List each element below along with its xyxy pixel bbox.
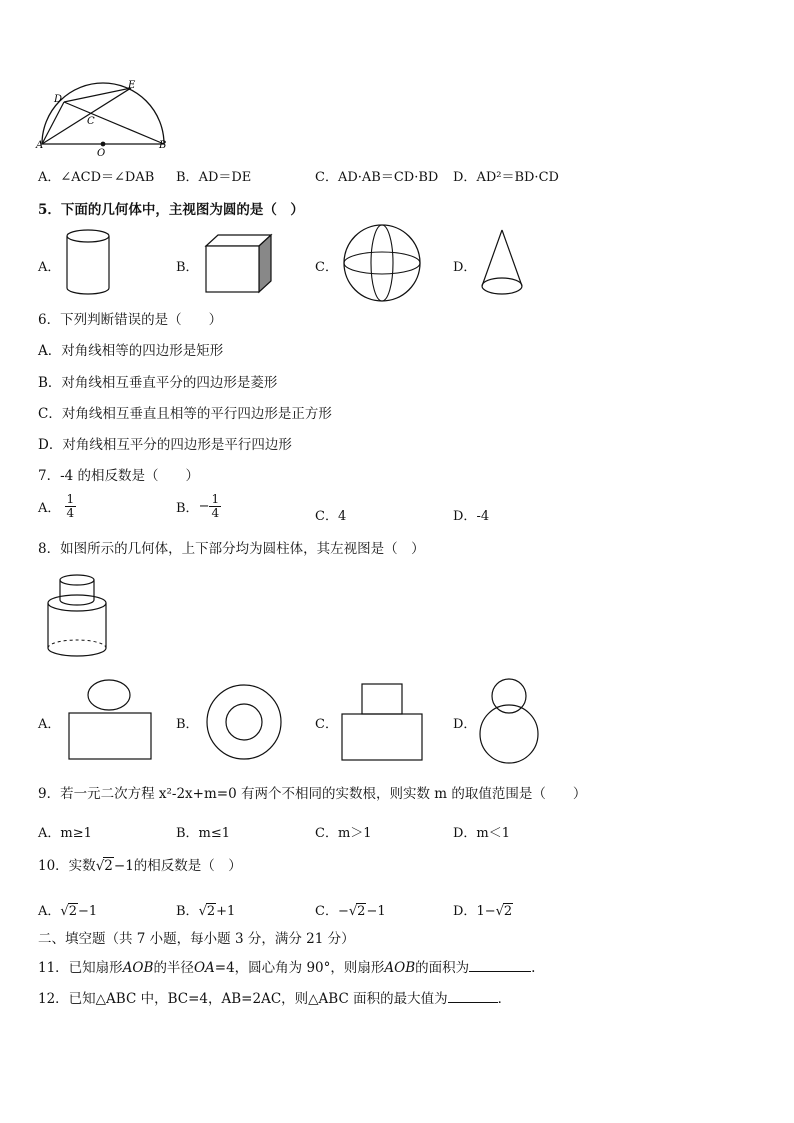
option-letter: B． bbox=[176, 904, 199, 919]
view-b-icon[interactable] bbox=[204, 682, 284, 762]
radicand: 2 bbox=[503, 904, 513, 919]
q4-option-b[interactable] bbox=[176, 166, 251, 185]
label-e: E bbox=[128, 80, 136, 91]
fraction bbox=[65, 493, 77, 520]
var-aob: AOB bbox=[122, 960, 154, 976]
stem-text: 的半径 bbox=[153, 960, 194, 976]
sphere-icon[interactable] bbox=[340, 224, 424, 304]
sqrt-sign: √ bbox=[495, 904, 504, 919]
label-c: C bbox=[87, 116, 95, 127]
stem-text: 的相反数是（ ） bbox=[133, 858, 242, 874]
view-c-icon[interactable] bbox=[340, 682, 424, 762]
q8-stem: 8．如图所示的几何体，上下部分均为圆柱体，其左视图是（ ） bbox=[38, 541, 425, 557]
q12-stem bbox=[38, 989, 511, 1007]
var-aob: AOB bbox=[384, 960, 416, 976]
label-b: B bbox=[159, 140, 167, 151]
option-text: 4 bbox=[337, 509, 347, 524]
q4-option-d[interactable] bbox=[453, 166, 559, 185]
denominator: 4 bbox=[211, 506, 220, 520]
q10-option-d[interactable] bbox=[453, 900, 513, 919]
option-letter: C． bbox=[315, 509, 338, 524]
q8-letter-c[interactable]: C． bbox=[315, 717, 338, 732]
label-o: O bbox=[97, 148, 106, 159]
stem-end: . bbox=[531, 960, 536, 976]
option-pre: 1− bbox=[476, 904, 496, 919]
semicircle-figure bbox=[36, 76, 198, 159]
numerator: 1 bbox=[66, 492, 75, 506]
q5-stem: 5．下面的几何体中，主视图为圆的是（ ） bbox=[38, 202, 304, 218]
q9-option-a[interactable]: A．m≥1 bbox=[38, 826, 92, 841]
sqrt-sign: √ bbox=[60, 904, 69, 919]
section-title: 二、填空题（共 7 小题，每小题 3 分，满分 21 分） bbox=[38, 931, 355, 947]
q4-option-a[interactable] bbox=[38, 166, 154, 185]
q6-option-b[interactable]: B．对角线相互垂直平分的四边形是菱形 bbox=[38, 375, 278, 391]
cylinder-icon[interactable] bbox=[64, 228, 114, 298]
option-letter: B． bbox=[176, 501, 199, 516]
q7-option-b[interactable] bbox=[176, 493, 221, 520]
q11-stem bbox=[38, 958, 535, 976]
sqrt-sign: √ bbox=[95, 858, 105, 874]
option-text: ∠ACD＝∠DAB bbox=[60, 170, 155, 185]
q10-option-c[interactable] bbox=[315, 900, 386, 919]
q6-option-a[interactable]: A．对角线相等的四边形是矩形 bbox=[38, 343, 224, 359]
q7-option-c[interactable] bbox=[315, 505, 346, 524]
view-a-icon[interactable] bbox=[66, 678, 156, 762]
fraction bbox=[209, 493, 221, 520]
answer-blank[interactable] bbox=[469, 958, 531, 972]
numerator: 1 bbox=[211, 492, 220, 506]
q4-option-c[interactable] bbox=[315, 166, 438, 185]
q8-letter-b[interactable]: B． bbox=[176, 717, 199, 732]
radicand: 2 bbox=[357, 904, 366, 919]
minus-sign: − bbox=[198, 499, 210, 514]
stem-text: 12．已知△ABC 中，BC=4，AB=2AC，则△ABC 面积的最大值为 bbox=[38, 991, 448, 1007]
stem-text: 的面积为 bbox=[415, 960, 470, 976]
cube-icon[interactable] bbox=[203, 232, 275, 296]
stacked-cylinder-figure bbox=[44, 572, 114, 660]
q9-option-b[interactable]: B．m≤1 bbox=[176, 826, 231, 841]
q9-option-c[interactable]: C．m＞1 bbox=[315, 826, 372, 841]
option-post: −1 bbox=[77, 904, 98, 919]
stem-expr: −1 bbox=[113, 858, 134, 874]
sqrt-sign: √ bbox=[348, 904, 358, 919]
q6-option-d[interactable]: D．对角线相互平分的四边形是平行四边形 bbox=[38, 437, 292, 453]
cone-icon[interactable] bbox=[480, 228, 530, 298]
option-post: +1 bbox=[216, 904, 236, 919]
q9-option-d[interactable]: D．m＜1 bbox=[453, 826, 511, 841]
stem-text: 10．实数 bbox=[38, 858, 96, 874]
option-text: -4 bbox=[476, 509, 490, 524]
q7-stem: 7．-4 的相反数是（ ） bbox=[38, 468, 200, 484]
option-post: −1 bbox=[366, 904, 386, 919]
option-letter: A． bbox=[38, 501, 61, 516]
stem-text: 11．已知扇形 bbox=[38, 960, 123, 976]
radicand: 2 bbox=[206, 904, 216, 919]
option-text: AD²＝BD·CD bbox=[476, 170, 559, 185]
q5-letter-b[interactable]: B． bbox=[176, 260, 199, 275]
q6-option-c[interactable]: C．对角线相互垂直且相等的平行四边形是正方形 bbox=[38, 406, 332, 422]
stem-end: ． bbox=[497, 991, 512, 1007]
stem-text: =4，圆心角为 90°，则扇形 bbox=[214, 960, 385, 976]
q7-option-d[interactable] bbox=[453, 505, 489, 524]
q6-stem: 6．下列判断错误的是（ ） bbox=[38, 312, 223, 328]
q10-stem bbox=[38, 857, 242, 874]
radicand: 2 bbox=[104, 858, 113, 874]
q5-letter-d[interactable]: D． bbox=[453, 260, 477, 275]
option-letter: A． bbox=[38, 904, 61, 919]
q7-option-a[interactable] bbox=[38, 493, 76, 520]
option-letter: B． bbox=[176, 170, 199, 185]
option-pre: − bbox=[337, 904, 349, 919]
option-letter: D． bbox=[453, 509, 477, 524]
q10-option-a[interactable] bbox=[38, 900, 97, 919]
option-text: AD＝DE bbox=[198, 170, 252, 185]
view-d-icon[interactable] bbox=[475, 676, 545, 766]
option-text: AD·AB＝CD·BD bbox=[337, 170, 439, 185]
option-letter: C． bbox=[315, 904, 338, 919]
q8-letter-a[interactable]: A． bbox=[38, 717, 61, 732]
sqrt-sign: √ bbox=[198, 904, 207, 919]
option-letter: D． bbox=[453, 904, 477, 919]
denominator: 4 bbox=[66, 506, 75, 520]
option-letter: D． bbox=[453, 170, 477, 185]
q5-letter-a[interactable]: A． bbox=[38, 260, 61, 275]
q10-option-b[interactable] bbox=[176, 900, 235, 919]
option-letter: A． bbox=[38, 170, 61, 185]
q8-letter-d[interactable]: D． bbox=[453, 717, 477, 732]
option-letter: C． bbox=[315, 170, 338, 185]
label-a: A bbox=[36, 140, 44, 151]
q9-stem: 9．若一元二次方程 x²-2x+m=0 有两个不相同的实数根，则实数 m 的取值范围是（ ） bbox=[38, 786, 587, 802]
radicand: 2 bbox=[68, 904, 77, 919]
answer-blank[interactable] bbox=[448, 989, 498, 1003]
q5-letter-c[interactable]: C． bbox=[315, 260, 338, 275]
var-oa: OA bbox=[193, 960, 215, 976]
label-d: D bbox=[54, 94, 63, 105]
